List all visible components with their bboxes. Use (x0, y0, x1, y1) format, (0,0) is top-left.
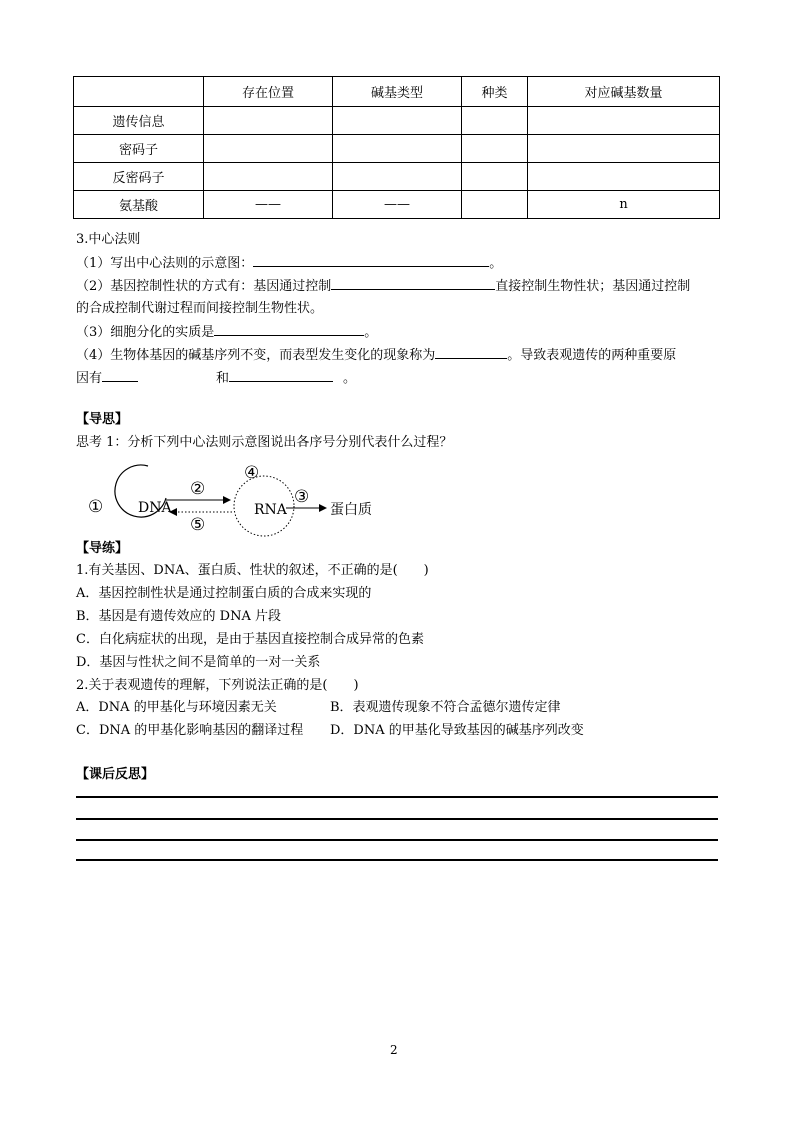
table-cell (462, 107, 528, 135)
question-2 (76, 275, 690, 298)
daosi-heading: 【导思】 (76, 412, 129, 427)
option-d: D．DNA 的甲基化导致基因的碱基序列改变 (330, 723, 584, 738)
question-1 (76, 252, 502, 275)
table-row (74, 135, 720, 163)
question-4-cont (76, 367, 356, 390)
answer-blank (253, 252, 489, 267)
question-text: （1）写出中心法则的示意图： (76, 256, 254, 271)
think-question: 思考 1：分析下列中心法则示意图说出各序号分别代表什么过程？ (76, 435, 453, 450)
option-c: C．白化病症状的出现，是由于基因直接控制合成异常的色素 (76, 632, 424, 647)
question-text: 因有 (76, 371, 103, 386)
writing-line (76, 818, 718, 820)
answer-blank (331, 275, 495, 290)
question-text: 。 (364, 325, 378, 340)
table-cell: 反密码子 (74, 163, 204, 191)
option-a: A．DNA 的甲基化与环境因素无关 (76, 700, 277, 715)
table-cell (528, 163, 720, 191)
option-b: B．表观遗传现象不符合孟德尔遗传定律 (330, 700, 561, 715)
table-cell (333, 135, 462, 163)
table-header-cell: 存在位置 (204, 77, 333, 107)
question-3 (76, 321, 377, 344)
reflection-heading: 【课后反思】 (76, 767, 155, 782)
answer-blank (102, 367, 138, 382)
option-c: C．DNA 的甲基化影响基因的翻译过程 (76, 723, 304, 738)
table-row (74, 191, 720, 219)
table-cell (462, 135, 528, 163)
option-a: A．基因控制性状是通过控制蛋白质的合成来实现的 (76, 586, 372, 601)
label-dna: DNA (138, 500, 172, 516)
question-text: 。 (343, 371, 357, 386)
question-text: 。导致表观遗传的两种重要原 (507, 348, 677, 363)
question-text: 直接控制生物性状；基因通过控制 (495, 279, 691, 294)
option-b: B．基因是有遗传效应的 DNA 片段 (76, 609, 282, 624)
table-header-cell: 种类 (462, 77, 528, 107)
answer-blank (214, 321, 364, 336)
table-header-cell: 碱基类型 (333, 77, 462, 107)
table-row (74, 107, 720, 135)
writing-line (76, 839, 718, 841)
label-n2: ② (190, 479, 206, 499)
table-cell: 遗传信息 (74, 107, 204, 135)
answer-blank (435, 344, 507, 359)
table-cell (204, 107, 333, 135)
mc-question-2: 2.关于表观遗传的理解，下列说法正确的是( ) (76, 678, 359, 693)
label-n1: ① (88, 497, 104, 517)
table-header-cell (74, 77, 204, 107)
table-cell (333, 163, 462, 191)
answer-blank (229, 367, 333, 382)
central-dogma-diagram (86, 458, 416, 538)
question-text: 和 (216, 371, 230, 386)
table-cell (204, 163, 333, 191)
info-table (73, 76, 720, 219)
table-cell (528, 107, 720, 135)
label-n4: ④ (244, 463, 260, 483)
table-cell (462, 163, 528, 191)
question-4 (76, 344, 676, 367)
table-cell: n (528, 191, 720, 219)
mc-question-1: 1.有关基因、DNA、蛋白质、性状的叙述，不正确的是( ) (76, 563, 429, 578)
label-rna: RNA (254, 502, 287, 518)
table-cell: 密码子 (74, 135, 204, 163)
label-n5: ⑤ (190, 515, 206, 535)
question-text: （3）细胞分化的实质是 (76, 325, 215, 340)
table-cell: —— (204, 191, 333, 219)
table-header-cell: 对应碱基数量 (528, 77, 720, 107)
label-protein: 蛋白质 (330, 502, 372, 518)
option-d: D．基因与性状之间不是简单的一对一关系 (76, 655, 321, 670)
section-title: 3.中心法则 (76, 232, 141, 247)
question-text: （4）生物体基因的碱基序列不变，而表型发生变化的现象称为 (76, 348, 436, 363)
table-cell: 氨基酸 (74, 191, 204, 219)
table-cell (462, 191, 528, 219)
question-2-cont: 的合成控制代谢过程而间接控制生物性状。 (76, 301, 324, 316)
table-cell (528, 135, 720, 163)
table-row (74, 163, 720, 191)
writing-line (76, 859, 718, 861)
question-text: （2）基因控制性状的方式有：基因通过控制 (76, 279, 332, 294)
daolian-heading: 【导练】 (76, 541, 129, 556)
label-n3: ③ (294, 487, 310, 507)
question-text: 。 (489, 256, 503, 271)
table-cell (333, 107, 462, 135)
writing-line (76, 796, 718, 798)
table-cell (204, 135, 333, 163)
page-number: 2 (390, 1043, 398, 1057)
table-header-row (74, 77, 720, 107)
table-cell: —— (333, 191, 462, 219)
